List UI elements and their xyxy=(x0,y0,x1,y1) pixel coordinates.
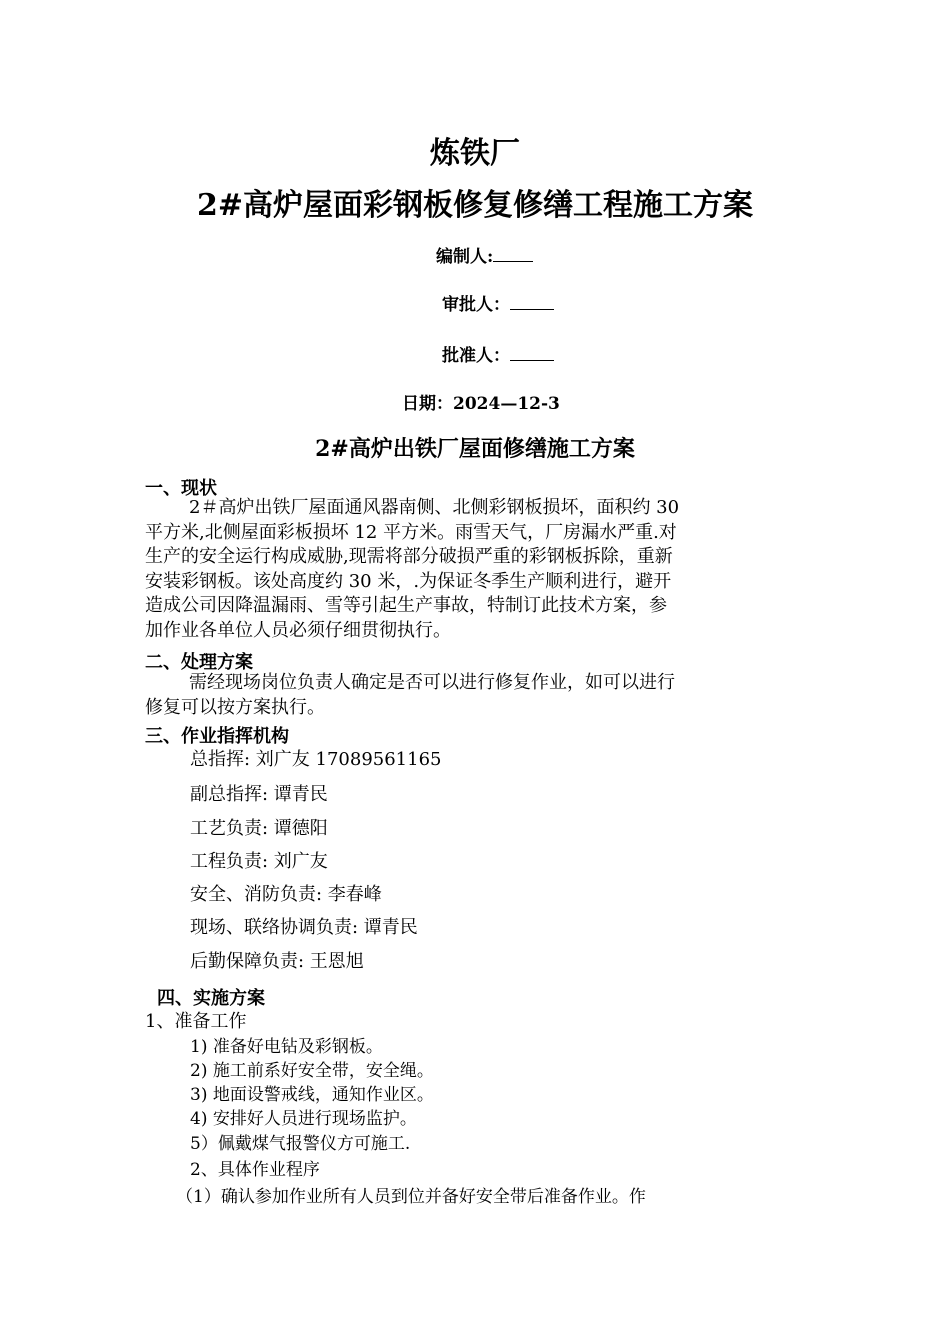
org-item-safety: 安全、消防负责: 李春峰 xyxy=(190,884,382,905)
company-title: 炼铁厂 xyxy=(430,136,520,171)
reviewer-row xyxy=(442,290,554,315)
section1-line: 造成公司因降温漏雨、雪等引起生产事故，特制订此技术方案，参 xyxy=(145,595,667,616)
org-item-deputy: 副总指挥: 谭青民 xyxy=(190,784,328,805)
document-title: 2#高炉屋面彩钢板修复修缮工程施工方案 xyxy=(196,188,753,223)
org-item-coordination: 现场、联络协调负责: 谭青民 xyxy=(190,917,418,938)
section1-line: 生产的安全运行构成威胁,现需将部分破损严重的彩钢板拆除，重新 xyxy=(145,546,673,567)
date-label: 日期： xyxy=(402,394,453,414)
section2-line: 需经现场岗位负责人确定是否可以进行修复作业，如可以进行 xyxy=(189,672,675,693)
prep-item: 5）佩戴煤气报警仪方可施工. xyxy=(190,1134,411,1154)
date-value: 2024—12-3 xyxy=(453,394,560,414)
procedure-heading: 2、具体作业程序 xyxy=(190,1160,320,1180)
section1-line: 安装彩钢板。该处高度约 30 米，.为保证冬季生产顺利进行，避开 xyxy=(145,570,672,592)
compiler-label: 编制人: xyxy=(436,247,494,267)
procedure-step: （1）确认参加作业所有人员到位并备好安全带后准备作业。作 xyxy=(176,1187,646,1207)
section1-paragraph xyxy=(145,496,807,643)
section2-line: 修复可以按方案执行。 xyxy=(145,696,325,718)
section1-line: 加作业各单位人员必须仔细贯彻执行。 xyxy=(145,619,451,641)
org-item-engineering: 工程负责: 刘广友 xyxy=(190,851,328,872)
org-item-commander: 总指挥: 刘广友 17089561165 xyxy=(190,749,442,770)
approver-blank xyxy=(510,346,554,361)
reviewer-blank xyxy=(510,295,554,310)
section1-line: 2＃高炉出铁厂屋面通风器南侧、北侧彩钢板损坏，面积约 30 xyxy=(189,497,680,518)
plan-subtitle: 2#高炉出铁厂屋面修缮施工方案 xyxy=(315,436,635,462)
prep-item: 4) 安排好人员进行现场监护。 xyxy=(190,1109,417,1129)
approver-label: 批准人： xyxy=(442,346,510,366)
compiler-blank xyxy=(493,247,533,262)
section1-line: 平方米,北侧屋面彩板损坏 12 平方米。雨雪天气，厂房漏水严重.对 xyxy=(145,521,677,543)
section2-heading: 二、处理方案 xyxy=(145,652,253,673)
org-item-process: 工艺负责: 谭德阳 xyxy=(190,818,328,839)
section1-heading: 一、现状 xyxy=(145,478,217,499)
compiler-row xyxy=(436,242,533,267)
approver-row xyxy=(442,341,554,366)
date-row xyxy=(402,389,560,414)
section4-heading: 四、实施方案 xyxy=(157,988,265,1009)
prep-item: 3) 地面设警戒线，通知作业区。 xyxy=(190,1085,434,1105)
org-item-logistics: 后勤保障负责: 王恩旭 xyxy=(190,951,364,972)
prep-item: 1) 准备好电钻及彩钢板。 xyxy=(190,1037,383,1057)
reviewer-label: 审批人： xyxy=(442,295,510,315)
section2-paragraph xyxy=(145,671,807,720)
section3-heading: 三、作业指挥机构 xyxy=(145,726,289,747)
prep-heading: 1、准备工作 xyxy=(145,1011,247,1032)
prep-item: 2) 施工前系好安全带，安全绳。 xyxy=(190,1061,434,1081)
